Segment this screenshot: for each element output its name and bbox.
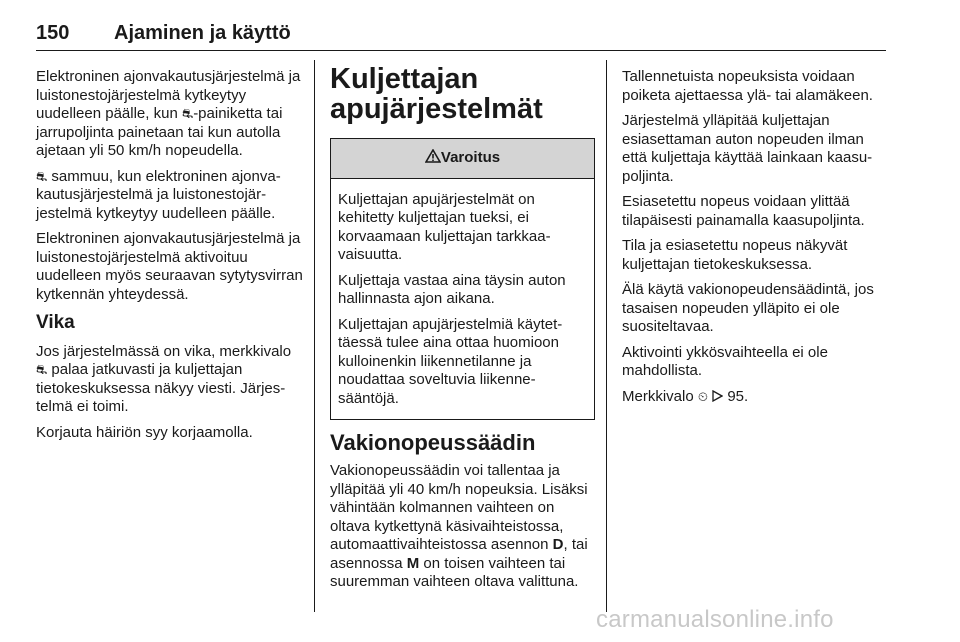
gear-m: M	[406, 554, 420, 572]
warning-header	[331, 139, 594, 179]
paragraph: Tallennetuista nopeuksista voidaan poiketa ajettaessa ylä- tai alamäkeen.	[622, 68, 873, 104]
paragraph: Korjauta häiriön syy korjaamolla.	[36, 423, 253, 441]
column-left	[36, 68, 304, 449]
warning-box	[330, 138, 595, 420]
subheading-vika: Vika	[36, 312, 75, 333]
paragraph: Aktivointi ykkösvaihteella ei ole mahdollista.	[622, 343, 828, 379]
warning-label: Varoitus	[440, 149, 501, 166]
paragraph: Älä käytä vakionopeudensäädintä, jos tasaisen nopeuden ylläpito ei ole suositeltavaa.	[622, 281, 874, 335]
column-middle	[330, 64, 595, 599]
column-right	[622, 68, 890, 413]
traction-control-off-icon: ⛐	[181, 106, 194, 121]
gear-d: D	[552, 536, 564, 553]
paragraph	[36, 168, 304, 224]
paragraph	[36, 68, 304, 161]
paragraph	[36, 343, 304, 417]
reference-arrow-icon	[712, 390, 723, 402]
text: Jos järjestelmässä on vika, merkkivalo	[36, 342, 292, 360]
text: Elektroninen ajonvakautusjärjestelmä ja luistonestojärjestelmä kytkeytyy uudelleen päälle, kun	[36, 68, 301, 122]
paragraph: Tila ja esiasetettu nopeus näkyvät kuljettajan tietokeskuksessa.	[622, 237, 848, 273]
skid-warning-icon: ⛐	[36, 362, 48, 377]
watermark: carmanualsonline.info	[596, 606, 834, 633]
text: on toisen vaihteen tai suuremman vaihteen oltava valittuna.	[330, 554, 579, 590]
text: palaa jatkuvasti ja kuljettajan tietokeskuksessa näkyy viesti. Järjestelmä ei toimi.	[36, 361, 286, 415]
page-header	[36, 20, 886, 51]
text: sammuu, kun elektroninen ajonvakautusjärjestelmä ja luistonestojärjestelmä kytkeytyy uudelleen päälle.	[36, 167, 281, 222]
page-reference: 95.	[723, 387, 749, 405]
text: Merkkivalo	[622, 387, 698, 405]
paragraph: Järjestelmä ylläpitää kuljettajan esiasettaman auton nopeuden ilman että kuljettaja käyttää lainkaan kaasupoljinta.	[622, 112, 873, 185]
warning-triangle-icon	[425, 149, 441, 163]
warning-text: Kuljettaja vastaa aina täysin auton hallinnasta ajon aikana.	[338, 271, 566, 307]
section-title-cruise: Vakionopeussäädin	[330, 430, 536, 455]
paragraph	[622, 388, 890, 407]
section-title: Kuljettajan apujärjestelmät	[330, 63, 543, 125]
page-number: 150	[36, 22, 70, 44]
traction-control-off-icon: ⛐	[36, 168, 48, 184]
paragraph: Elektroninen ajonvakautusjärjestelmä ja luistonestojärjestelmä aktivoituu uudelleen myös seuraavan sytytysvirran kytkennän yhteydessä.	[36, 230, 303, 303]
text: Vakionopeussäädin voi tallentaa ja ylläpitää yli 40 km/h nopeuksia. Lisäksi vähintään kolmannen vaihteen on oltava kytkettynä käsivaihteistossa, automaattivaihteistossa asennon	[330, 462, 588, 553]
column-divider	[314, 60, 315, 612]
cruise-control-icon: ⏲	[697, 388, 708, 404]
paragraph	[330, 462, 595, 592]
column-divider	[606, 60, 607, 612]
warning-body	[331, 179, 594, 420]
paragraph: Esiasetettu nopeus voidaan ylittää tilapäisesti painamalla kaasupoljinta.	[622, 193, 865, 229]
page-title: Ajaminen ja käyttö	[114, 22, 291, 44]
text: , tai asennossa	[330, 536, 588, 572]
warning-text: Kuljettajan apujärjestelmät on kehitetty kuljettajan tueksi, ei korvaamaan kuljettajan tarkkaavaisuutta.	[338, 190, 551, 263]
warning-text: Kuljettajan apujärjestelmiä käytettäessä tulee aina ottaa huomioon kulloinenkin liikennetilanne ja noudattaa soveltuvia liikennesääntöjä.	[338, 315, 563, 407]
text: -painiketta tai jarrupoljinta painetaan tai kun autolla ajetaan yli 50 km/h nopeudella.	[36, 105, 283, 159]
